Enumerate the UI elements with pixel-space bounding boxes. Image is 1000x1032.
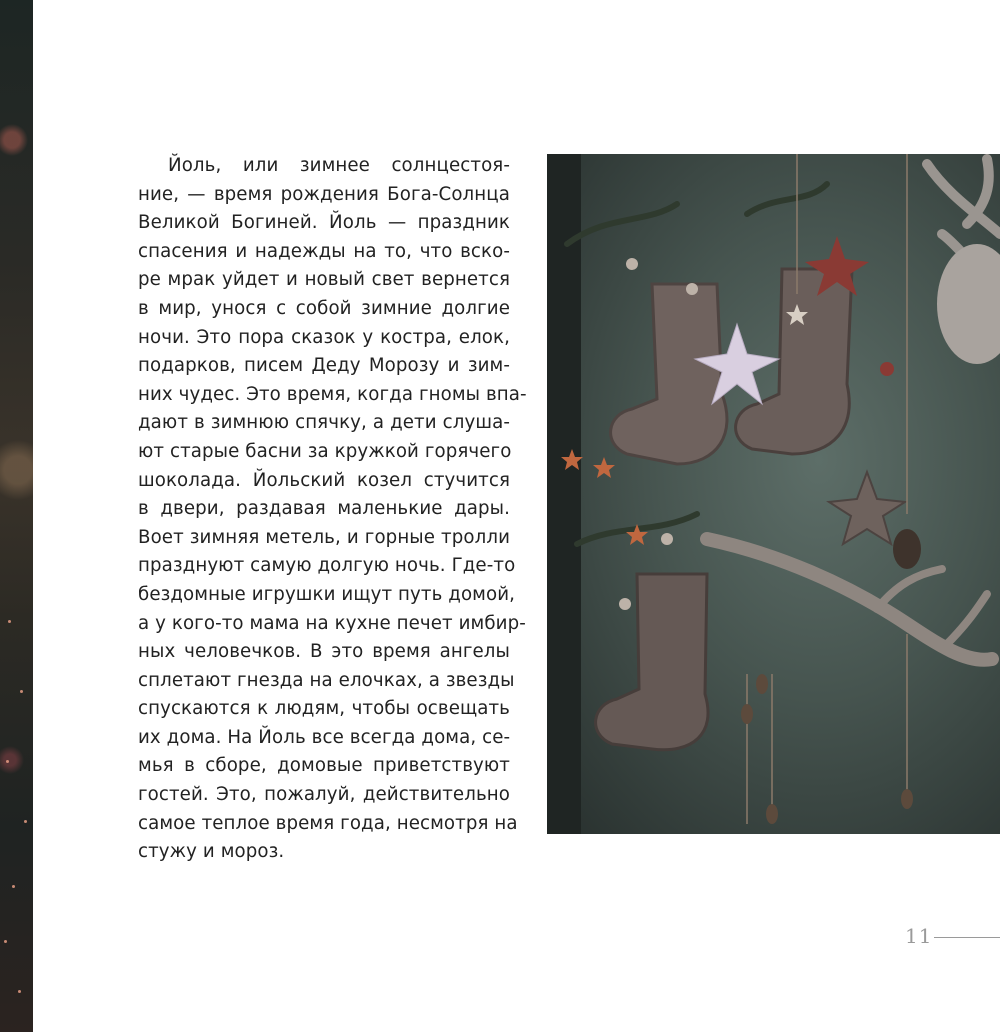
text-line: Великой Богиней. Йоль — праздник [138,212,510,234]
text-line: спасения и надежды на то, что вско- [138,240,510,262]
page-number: 11 [905,924,933,948]
fabric-star-ornament [829,472,905,544]
acorn-ornament [741,704,753,724]
text-line: в двери, раздавая маленькие дары. [138,498,510,520]
text-line: спускаются к людям, чтобы освещать [138,698,510,720]
text-line: шоколада. Йольский козел стучится [138,469,510,491]
bauble [626,258,638,270]
text-line: ют старые басни за кружкой горячего [138,440,512,462]
text-line: ре мрак уйдет и новый свет вернется [138,269,510,291]
text-line: Йоль, или зимнее солнцестоя- [168,155,510,176]
text-line: самое теплое время года, несмотря на [138,812,518,834]
text-line: ночи. Это пора сказок у костра, елок, [138,326,510,348]
bauble [619,598,631,610]
page-number-rule [934,937,1000,938]
wall-shadow [547,154,581,834]
text-line: дают в зимнюю спячку, а дети слуша- [138,412,510,434]
text-line: стужу и мороз. [138,841,285,863]
text-line: подарков, писем Деду Морозу и зим- [138,355,510,377]
text-line: них чудес. Это время, когда гномы впа- [138,383,527,405]
stocking-left [611,284,727,464]
bauble [661,533,673,545]
text-line: мья в сборе, домовые приветствуют [138,755,510,777]
bauble [686,283,698,295]
fairy-lights-glints [0,0,33,1032]
text-line: празднуют самую долгую ночь. Где-то [138,555,516,577]
acorn-ornament [766,804,778,824]
acorn-ornament [901,789,913,809]
pine-cone [893,529,921,569]
text-line: в мир, унося с собой зимние долгие [138,297,510,319]
deer-head [937,244,1000,364]
text-line: Воет зимняя метель, и горные тролли [138,526,510,548]
text-line: а у кого-то мама на кухне печет имбир- [138,612,526,634]
yule-stockings-illustration [547,154,1000,834]
yule-stockings-photo [547,154,1000,834]
text-line: гостей. Это, пожалуй, действительно [138,784,510,806]
previous-page-photo-edge [0,0,33,1032]
body-text [138,152,527,867]
text-line: сплетают гнезда на елочках, а звезды [138,669,515,691]
text-line: ных человечков. В это время ангелы [138,641,510,663]
text-line: ние, — время рождения Бога-Солнца [138,183,510,205]
text-line: их дома. На Йоль все всегда дома, се- [138,726,511,748]
text-line: бездомные игрушки ищут путь домой, [138,583,516,605]
acorn-ornament [756,674,768,694]
tiny-star [593,457,615,478]
bauble [880,362,894,376]
stocking-bottom [596,574,708,750]
